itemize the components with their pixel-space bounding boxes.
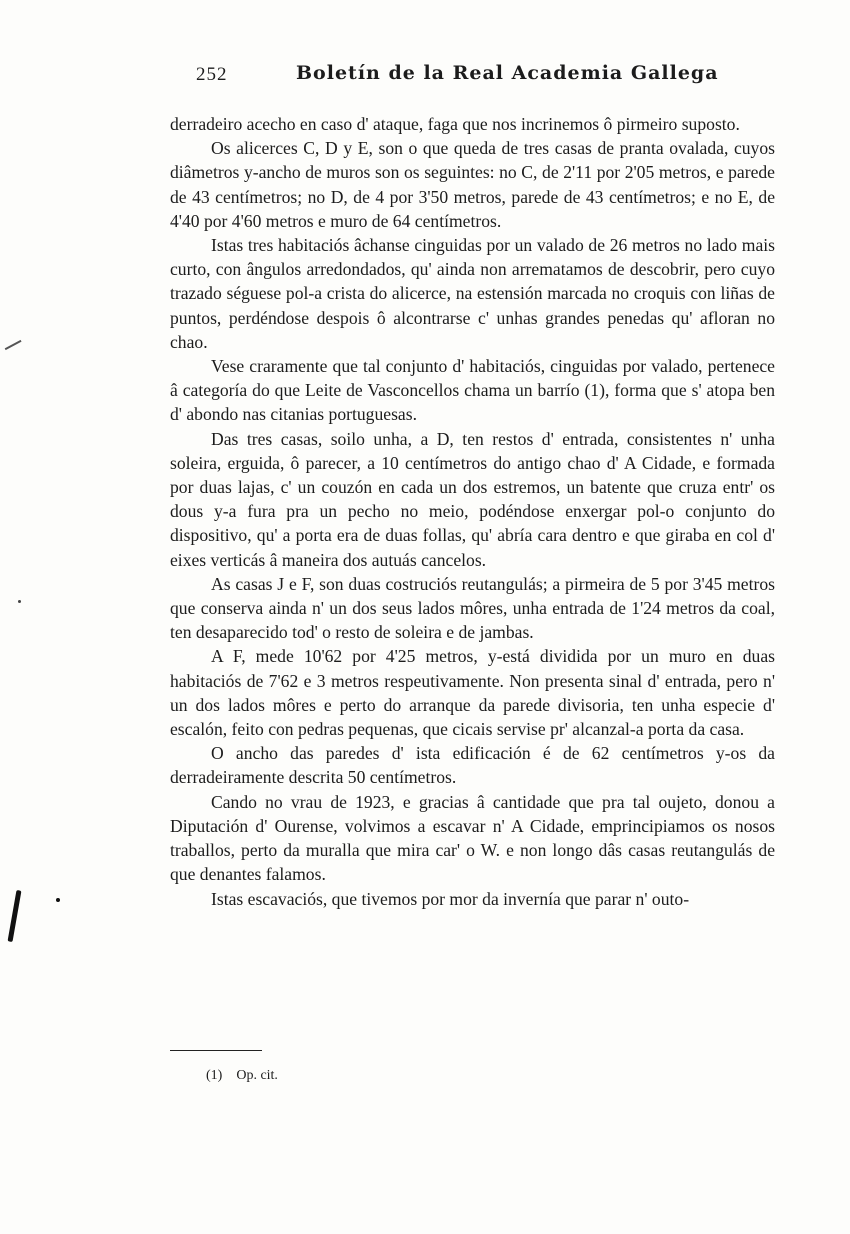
paragraph: As casas J e F, son duas costruciós reutangulás; a pirmeira de 5 por 3'45 metros que conserva ainda n' un dos seus lados môres, unha entrada de 1'24 metros da coal, ten desaparecido tod' o resto de soleira e de jambas. [170, 573, 775, 643]
ink-stroke-mark [8, 890, 22, 942]
paragraph: Istas escavaciós, que tivemos por mor da invernía que parar n' outo- [211, 888, 690, 909]
running-title: Boletín de la Real Academia Gallega [296, 62, 719, 84]
paragraph: A F, mede 10'62 por 4'25 metros, y-está dividida por un muro en duas habitaciós de 7'62 e 3 metros respeutivamente. Non presenta sinal d' entrada, pero n' un dos lados môres e perto do arranque da parede divisoria, ten unha especie d' escalón, feito con pedras pequenas, que cicais servise pr' alcanzal-a porta da casa. [170, 646, 775, 740]
footnote-rule [170, 1050, 262, 1051]
page-header [196, 62, 719, 92]
body-text [170, 112, 775, 911]
paragraph: Istas tres habitaciós âchanse cinguidas por un valado de 26 metros no lado mais curto, con ângulos arredondados, qu' ainda non arrematamos de descobrir, pero cuyo trazado séguese pol-a crista do alicerce, na estensión marcada no croquis con liñas de puntos, perdéndose despois ô alcontrarse c' unhas grandes penedas qu' afloran no chao. [170, 235, 775, 352]
page-number: 252 [196, 64, 228, 85]
paragraph: Vese craramente que tal conjunto d' habitaciós, cinguidas por valado, pertenece â categoría do que Leite de Vasconcellos chama un barrío (1), forma que s' atopa ben d' abondo nas citanias portuguesas. [170, 356, 775, 425]
footnote-mark: (1) [206, 1068, 223, 1083]
ink-dot-mark [56, 898, 60, 902]
paragraph: O ancho das paredes d' ista edificación é de 62 centímetros y-os da derradeiramente descrita 50 centímetros. [170, 743, 775, 788]
footnote-text: Op. cit. [236, 1068, 278, 1083]
paragraph: Os alicerces C, D y E, son o que queda de tres casas de pranta ovalada, cuyos diâmetros y-ancho de muros son os seguintes: no C, de 2'11 por 2'05 metros, e parede de 43 centímetros; no D, de 4 por 3'50 metros, parede de 43 centímetros; e no E, de 4'40 por 4'60 metros e muro de 64 centímetros. [170, 138, 775, 231]
paragraph: derradeiro acecho en caso d' ataque, faga que nos incrinemos ô pirmeiro suposto. [170, 114, 740, 134]
paragraph: Cando no vrau de 1923, e gracias â cantidade que pra tal oujeto, donou a Diputación d' Ourense, volvimos a escavar n' A Cidade, emprincipiamos os nosos traballos, perto da muralla que mira car' o W. e non longo dâs casas reutangulás de que denantes falamos. [170, 791, 775, 885]
pencil-tick-mark [5, 340, 22, 350]
speck-mark [18, 600, 21, 603]
paragraph: Das tres casas, soilo unha, a D, ten restos d' entrada, consistentes n' unha soleira, erguida, ô parecer, a 10 centímetros do antigo chao d' A Cidade, e formada por duas lajas, c' un couzón en cada un dos estremos, un batente que cruza entr' os dous y-a fura pra un pecho no meio, podéndose enxergar pol-o conjunto do dispositivo, qu' a porta era de duas follas, qu' abría cara dentro e que giraba en col d' eixes verticás â maneira dos autuás cancelos. [170, 428, 775, 570]
footnote [206, 1068, 278, 1084]
